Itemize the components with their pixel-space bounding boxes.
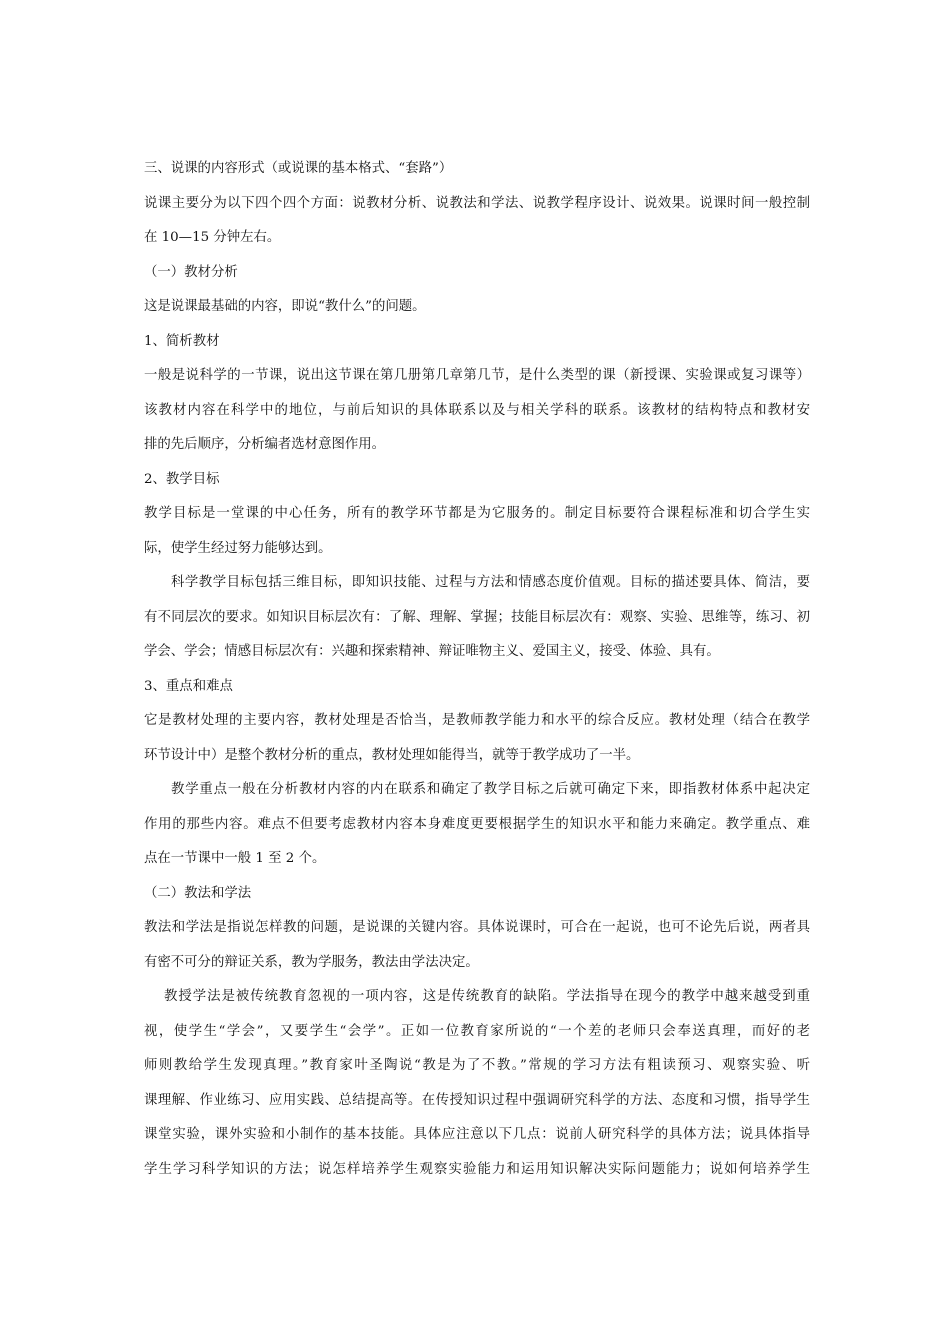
subsection-heading: （一）教材分析 [144, 264, 238, 280]
item-heading: 2、教学目标 [144, 471, 220, 487]
paragraph-line: 科学教学目标包括三维目标，即知识技能、过程与方法和情感态度价值观。目标的描述要具体、简洁，要 [171, 575, 810, 590]
paragraph-line: 一般是说科学的一节课，说出这节课在第几册第几章第几节，是什么类型的课（新授课、实验课或复习课等） [144, 368, 810, 383]
paragraph-line: 点在一节课中一般 1 至 2 个。 [144, 851, 326, 866]
paragraph-line: 该教材内容在科学中的地位，与前后知识的具体联系以及与相关学科的联系。该教材的结构特点和教材安 [144, 402, 810, 418]
paragraph-line: 这是说课最基础的内容，即说“教什么”的问题。 [144, 299, 426, 314]
item-heading: 3、重点和难点 [144, 678, 233, 694]
paragraph-line: 师则教给学生发现真理。”教育家叶圣陶说“教是为了不教。”常规的学习方法有粗读预习、观察实验、听 [144, 1058, 810, 1073]
paragraph-line: 作用的那些内容。难点不但要考虑教材内容本身难度更要根据学生的知识水平和能力来确定。教学重点、难 [144, 816, 810, 832]
paragraph-line: 教法和学法是指说怎样教的问题，是说课的关键内容。具体说课时，可合在一起说，也可不论先后说，两者具 [144, 920, 810, 935]
paragraph-line: 际，使学生经过努力能够达到。 [144, 540, 332, 556]
subsection-heading: （二）教法和学法 [144, 885, 252, 901]
paragraph-line: 有密不可分的辩证关系，教为学服务，教法由学法决定。 [144, 954, 479, 970]
paragraph-line: 视，使学生“学会”，又要学生“会学”。正如一位教育家所说的“一个差的老师只会奉送真理，而好的老 [144, 1023, 810, 1039]
paragraph-line: 它是教材处理的主要内容，教材处理是否恰当，是教师教学能力和水平的综合反应。教材处理（结合在教学 [144, 713, 810, 728]
document-page [144, 152, 810, 1187]
paragraph-line: 教学重点一般在分析教材内容的内在联系和确定了教学目标之后就可确定下来，即指教材体系中起决定 [171, 782, 810, 797]
paragraph-line: 说课主要分为以下四个四个方面：说教材分析、说教法和学法、说教学程序设计、说效果。说课时间一般控制 [144, 195, 810, 211]
item-heading: 1、简析教材 [144, 333, 220, 349]
paragraph-line: 学生学习科学知识的方法；说怎样培养学生观察实验能力和运用知识解决实际问题能力；说如何培养学生 [144, 1161, 810, 1177]
paragraph-line: 有不同层次的要求。如知识目标层次有：了解、理解、掌握；技能目标层次有：观察、实验、思维等，练习、初 [144, 609, 810, 625]
paragraph-line: 教学目标是一堂课的中心任务，所有的教学环节都是为它服务的。制定目标要符合课程标准和切合学生实 [144, 506, 810, 521]
paragraph-line: 环节设计中）是整个教材分析的重点，教材处理如能得当，就等于教学成功了一半。 [144, 747, 640, 763]
paragraph-line: 课理解、作业练习、应用实践、总结提高等。在传授知识过程中强调研究科学的方法、态度和习惯，指导学生 [144, 1092, 810, 1108]
paragraph-line: 排的先后顺序，分析编者选材意图作用。 [144, 437, 386, 452]
paragraph-line: 学会、学会；情感目标层次有：兴趣和探索精神、辩证唯物主义、爱国主义，接受、体验、具有。 [144, 644, 720, 659]
paragraph-line: 在 10—15 分钟左右。 [144, 230, 281, 245]
paragraph-line: 课堂实验，课外实验和小制作的基本技能。具体应注意以下几点：说前人研究科学的具体方法；说具体指导 [144, 1127, 810, 1142]
section-heading: 三、说课的内容形式（或说课的基本格式、“套路”） [144, 161, 453, 176]
paragraph-line: 教授学法是被传统教育忽视的一项内容，这是传统教育的缺陷。学法指导在现今的教学中越来越受到重 [164, 989, 810, 1004]
